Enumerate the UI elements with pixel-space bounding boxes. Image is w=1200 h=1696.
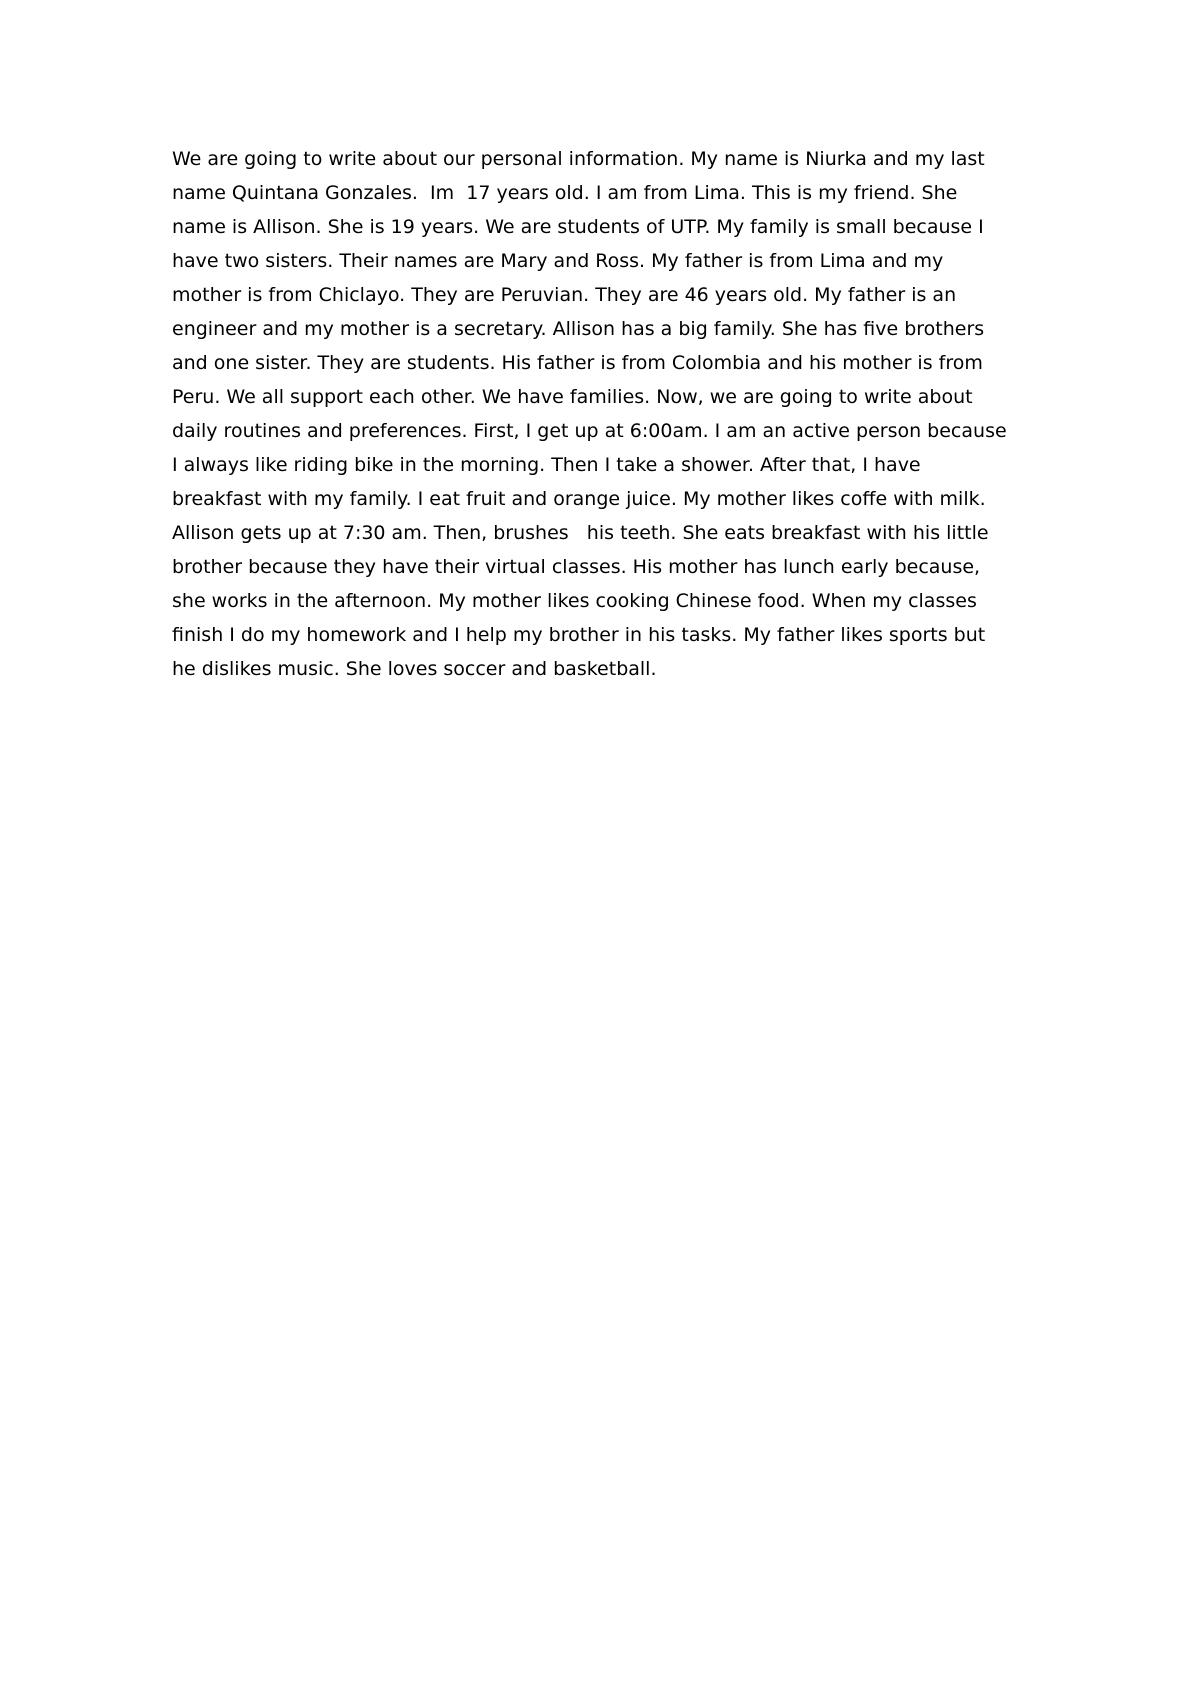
text-line: Peru. We all support each other. We have families. Now, we are going to write about [172,386,973,408]
text-line: have two sisters. Their names are Mary and Ross. My father is from Lima and my [172,250,944,272]
text-line: daily routines and preferences. First, I get up at 6:00am. I am an active person because [172,420,1007,442]
text-line: name Quintana Gonzales. Im 17 years old. I am from Lima. This is my friend. She [172,182,958,204]
text-line: finish I do my homework and I help my brother in his tasks. My father likes sports but [172,624,986,646]
text-line: and one sister. They are students. His father is from Colombia and his mother is from [172,352,983,374]
text-line: breakfast with my family. I eat fruit and orange juice. My mother likes coffe with milk. [172,488,986,510]
text-line: she works in the afternoon. My mother likes cooking Chinese food. When my classes [172,590,977,612]
text-line: brother because they have their virtual classes. His mother has lunch early because, [172,556,981,578]
text-line: engineer and my mother is a secretary. Allison has a big family. She has five brothers [172,318,985,340]
text-line: I always like riding bike in the morning. Then I take a shower. After that, I have [172,454,921,476]
text-line: mother is from Chiclayo. They are Peruvian. They are 46 years old. My father is an [172,284,957,306]
text-line: he dislikes music. She loves soccer and basketball. [172,658,657,680]
text-line: Allison gets up at 7:30 am. Then, brushes his teeth. She eats breakfast with his little [172,522,989,544]
body-paragraph [172,142,1052,686]
text-line: name is Allison. She is 19 years. We are students of UTP. My family is small because I [172,216,984,238]
text-line: We are going to write about our personal information. My name is Niurka and my last [172,148,985,170]
